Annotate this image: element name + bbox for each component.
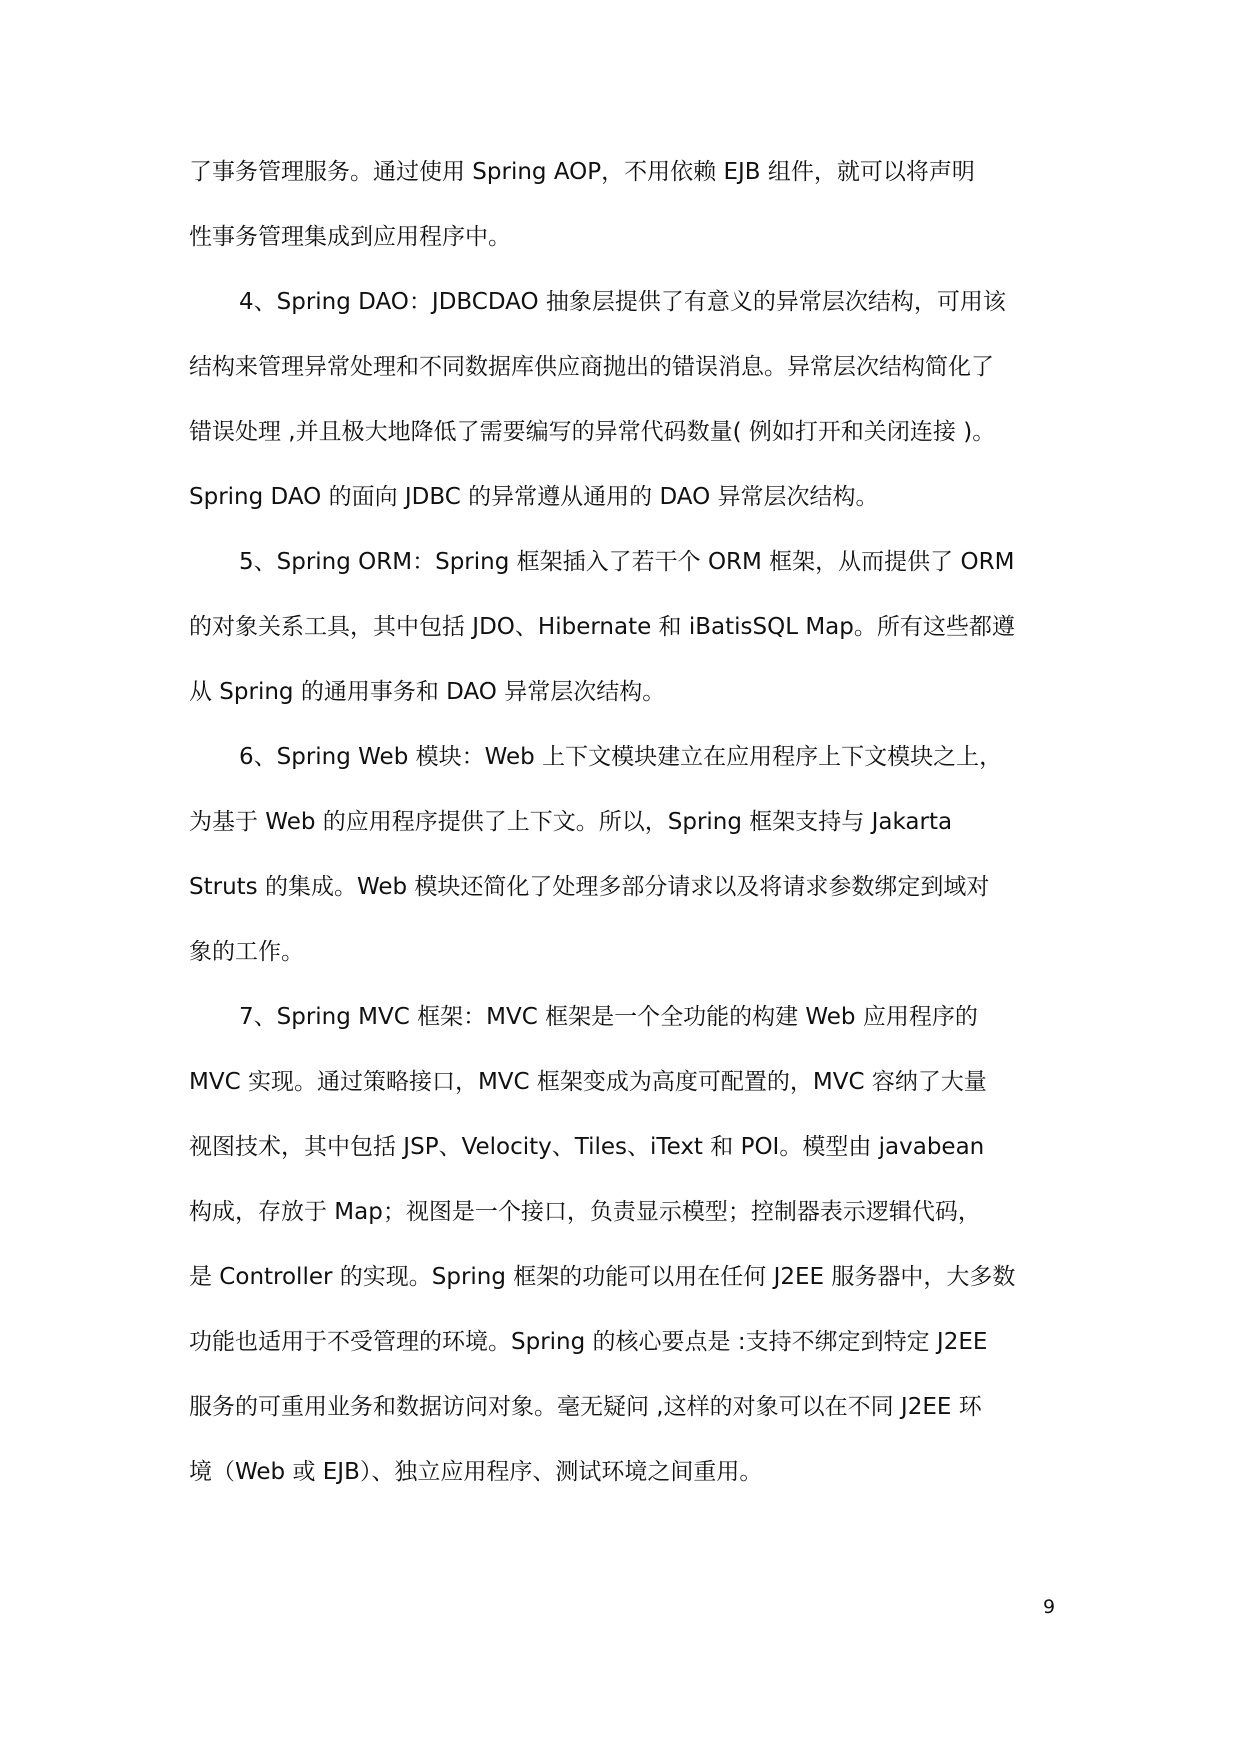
text-line: 性事务管理集成到应用程序中。 [189,224,511,250]
text-line: Spring DAO 的面向 JDBC 的异常遵从通用的 DAO 异常层次结构。 [189,484,879,510]
text-line: MVC 实现。通过策略接口，MVC 框架变成为高度可配置的，MVC 容纳了大量 [189,1069,987,1095]
text-line: Struts 的集成。Web 模块还简化了处理多部分请求以及将请求参数绑定到域对 [189,874,990,900]
text-line: 功能也适用于不受管理的环境。Spring 的核心要点是 :支持不绑定到特定 J2EE [189,1329,988,1355]
text-line: 5、Spring ORM：Spring 框架插入了若干个 ORM 框架，从而提供了 ORM [239,549,1015,575]
text-line: 是 Controller 的实现。Spring 框架的功能可以用在任何 J2EE 服务器中，大多数 [189,1264,1016,1290]
text-line: 视图技术，其中包括 JSP、Velocity、Tiles、iText 和 POI。模型由 javabean [189,1134,985,1160]
text-line: 从 Spring 的通用事务和 DAO 异常层次结构。 [189,679,666,705]
text-line: 6、Spring Web 模块：Web 上下文模块建立在应用程序上下文模块之上， [239,744,1003,770]
text-line: 境（Web 或 EJB）、独立应用程序、测试环境之间重用。 [189,1459,763,1485]
text-line: 错误处理 ,并且极大地降低了需要编写的异常代码数量( 例如打开和关闭连接 )。 [189,419,996,445]
text-line: 的对象关系工具，其中包括 JDO、Hibernate 和 iBatisSQL Map。所有这些都遵 [189,614,1015,640]
text-line: 象的工作。 [189,939,304,965]
text-line: 为基于 Web 的应用程序提供了上下文。所以，Spring 框架支持与 Jakarta [189,809,953,835]
text-line: 服务的可重用业务和数据访问对象。毫无疑问 ,这样的对象可以在不同 J2EE 环 [189,1394,982,1420]
text-line: 结构来管理异常处理和不同数据库供应商抛出的错误消息。异常层次结构简化了 [189,354,994,380]
text-line: 7、Spring MVC 框架：MVC 框架是一个全功能的构建 Web 应用程序的 [239,1004,978,1030]
text-line: 了事务管理服务。通过使用 Spring AOP，不用依赖 EJB 组件，就可以将声明 [189,159,975,185]
text-line: 构成，存放于 Map；视图是一个接口，负责显示模型；控制器表示逻辑代码， [189,1199,981,1225]
text-line: 4、Spring DAO：JDBCDAO 抽象层提供了有意义的异常层次结构，可用该 [239,289,1006,315]
page-number: 9 [1043,1596,1056,1618]
